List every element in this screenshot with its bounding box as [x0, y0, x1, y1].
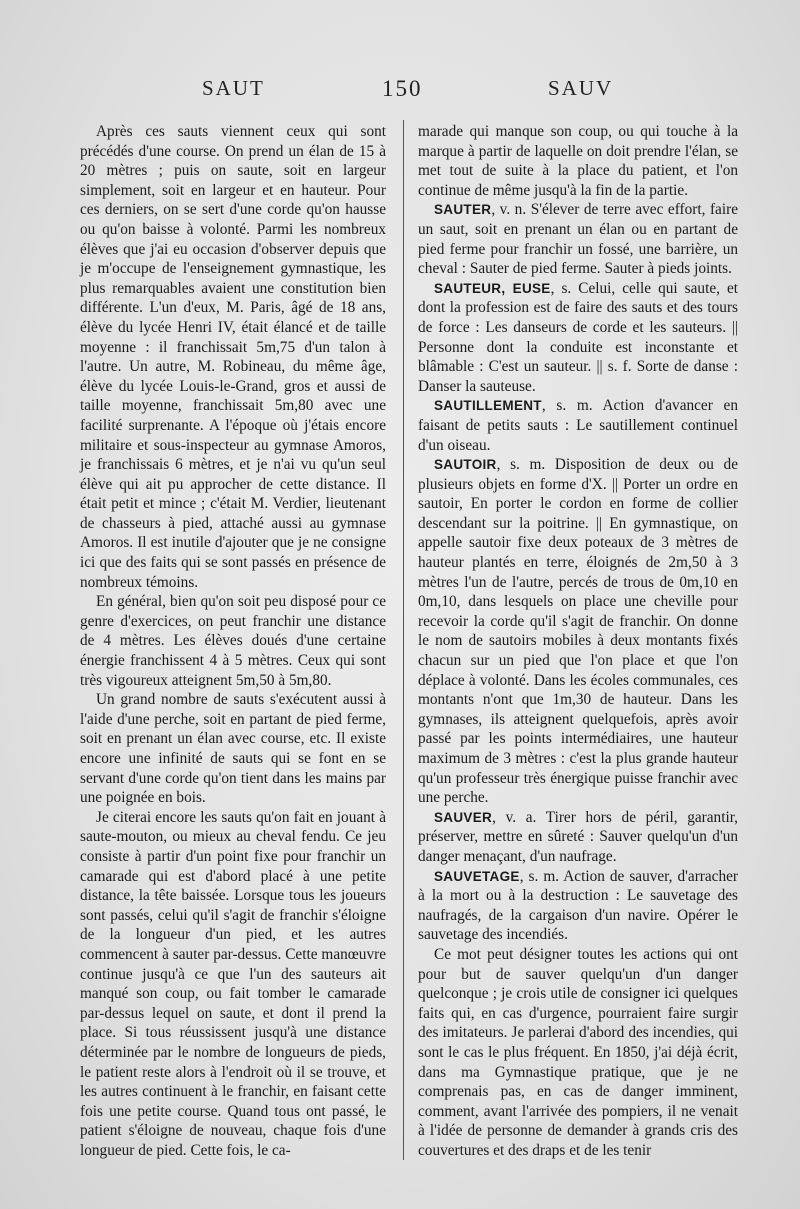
paragraph: Je citerai encore les sauts qu'on fait en jouant à saute-mouton, ou mieux au cheval fendu. Ce jeu consiste à partir d'un point fixe pour franchir un camarade qui est d'abord placé à une petite distance, la tête baissée. Lorsque tous les joueurs sont passés, celui qu'il s'agit de franchir s'éloigne de la longueur d'un pied, et les autres commencent à sauter par-dessus. Cette manœuvre continue jusqu'à ce que l'un des sauteurs ait manqué son coup, ou fait tomber le camarade par-dessus lequel on saute, et dont il prend la place. Si tous réussissent jusqu'à une distance déterminée par le nombre de longueurs de pieds, le patient reste alors à l'endroit où il se trouve, et les autres continuent à le franchir, en faisant cette fois une petite course. Quand tous ont passé, le patient s'éloigne de nouveau, chaque fois d'une longueur de pied. Cette fois, le ca- — [80, 808, 386, 1159]
dictionary-entry — [418, 279, 738, 397]
dictionary-entry — [418, 808, 738, 867]
entry-definition: , v. a. Tirer hors de péril, garantir, préserver, mettre en sûreté : Sauver quelqu'un d'un danger menaçant, d'un naufrage. — [418, 808, 738, 865]
left-column — [80, 122, 386, 1160]
paragraph: Après ces sauts viennent ceux qui sont précédés d'une course. On prend un élan de 15 à 20 mètres ; puis on saute, soit en largeur simplement, soit en largeur et en hauteur. Pour ces derniers, on se sert d'une corde qu'on hausse ou qu'on baisse à volonté. Parmi les nombreux élèves que j'ai eu occasion d'observer depuis que je m'occupe de l'enseignement gymnastique, les plus remarquables avaient une constitution bien différente. L'un d'eux, M. Paris, âgé de 18 ans, élève du lycée Henri IV, était élancé et de taille moyenne : il franchissait 5m,75 d'un talon à l'autre. Un autre, M. Robineau, du même âge, élève du lycée Louis-le-Grand, gros et aussi de taille moyenne, franchissait 5m,80 avec une facilité surprenante. A l'époque où j'étais encore militaire et sous-inspecteur au gymnase Amoros, je franchissais 6 mètres, et je n'ai vu qu'un seul élève qui ait pu approcher de cette distance. Il était petit et mince ; c'était M. Verdier, lieutenant de chasseurs à pied, attaché aussi au gymnase Amoros. Il est inutile d'ajouter que je ne consigne ici que des faits qui se sont passés en présence de nombreux témoins. — [80, 123, 386, 591]
entry-definition: , v. n. S'élever de terre avec effort, faire un saut, soit en prenant un élan ou en partant de pied ferme pour franchir un fossé, une barrière, un cheval : Sauter de pied ferme. Sauter à pieds joints. — [418, 201, 738, 278]
page-number: 150 — [382, 76, 423, 101]
entry-headword: SAUVETAGE — [434, 868, 520, 884]
entry-definition: , s. m. Action d'avancer en faisant de petits sauts : Le sautillement continuel d'un oiseau. — [418, 397, 738, 454]
continuation-paragraph: marade qui manque son coup, ou qui touche à la marque à partir de laquelle on doit prendre l'élan, se met tout de suite à la place du patient, et l'on continue de même jusqu'à la fin de la partie. — [418, 123, 738, 199]
header-right-word: SAUV — [548, 76, 614, 100]
column-divider — [403, 120, 404, 1160]
dictionary-entry — [418, 396, 738, 455]
paragraph: En général, bien qu'on soit peu disposé pour ce genre d'exercices, on peut franchir une distance de 4 mètres. Les élèves doués d'une certaine énergie franchissent 4 à 5 mètres. Ceux qui sont très vigoureux atteignent 5m,50 à 5m,80. — [80, 593, 386, 689]
right-column — [418, 122, 738, 1160]
header-left-word: SAUT — [202, 76, 265, 100]
paragraph: Un grand nombre de sauts s'exécutent aussi à l'aide d'une perche, soit en partant de pied ferme, soit en prenant un élan avec course, etc. Il existe encore une infinité de sauts qui se font en se servant d'une corde qu'on tient dans les mains par une poignée en bois. — [80, 691, 386, 807]
dictionary-entry — [418, 867, 738, 945]
entry-headword: SAUTEUR, EUSE — [434, 280, 551, 296]
dictionary-entry — [418, 455, 738, 808]
dictionary-entry — [418, 200, 738, 278]
entry-definition: , s. m. Disposition de deux ou de plusieurs objets en forme d'X. || Porter un ordre en sautoir, En porter le cordon en forme de collier descendant sur la poitrine. || En gymnastique, on appelle sautoir fixe deux poteaux de 3 mètres de hauteur plantés en terre, éloignés de 2m,50 à 3 mètres l'un de l'autre, percés de trous de 0m,10 en 0m,10, dans lesquels on place une cheville pour recevoir la corde qu'il s'agit de franchir. On donne le nom de sautoirs mobiles à deux montants fixés chacun sur un pied que l'on place et que l'on déplace à volonté. Dans les écoles communales, ces montants n'ont que 1m,30 de hauteur. Dans les gymnases, ils atteignent quelquefois, après avoir passé par les points intermédiaires, une hauteur maximum de 3 mètres : c'est la plus grande hauteur qu'un professeur très énergique puisse franchir avec une perche. — [418, 456, 738, 807]
entry-definition: , s. m. Action de sauver, d'arracher à la mort ou à la destruction : Le sauvetage des naufragés, de la cargaison d'un navire. Opérer le sauvetage des incendiés. — [418, 867, 738, 944]
entry-headword: SAUVER — [434, 809, 493, 825]
entry-definition: , s. Celui, celle qui saute, et dont la profession est de faire des sauts et des tours de force : Les danseurs de corde et les sauteurs. || Personne dont la conduite est inconstante et blâmable : C'est un sauteur. || s. f. Sorte de danse : Danser la sauteuse. — [418, 279, 738, 395]
paragraph: Ce mot peut désigner toutes les actions qui ont pour but de sauver quelqu'un d'un danger quelconque ; je crois utile de consigner ici quelques faits qui, en cas d'urgence, pourraient faire surgir des imitateurs. Je parlerai d'abord des incendies, qui sont le cas le plus fréquent. En 1850, j'ai déjà écrit, dans ma Gymnastique pratique, que je ne comprenais pas, en cas de danger imminent, comment, avant l'arrivée des pompiers, il ne venait à l'idée de personne de demander à grands cris des couvertures et des draps et de les tenir — [418, 945, 738, 1159]
entry-headword: SAUTER — [434, 202, 492, 218]
entry-headword: SAUTOIR — [434, 457, 497, 473]
entry-headword: SAUTILLEMENT — [434, 398, 542, 414]
running-header — [0, 76, 800, 106]
